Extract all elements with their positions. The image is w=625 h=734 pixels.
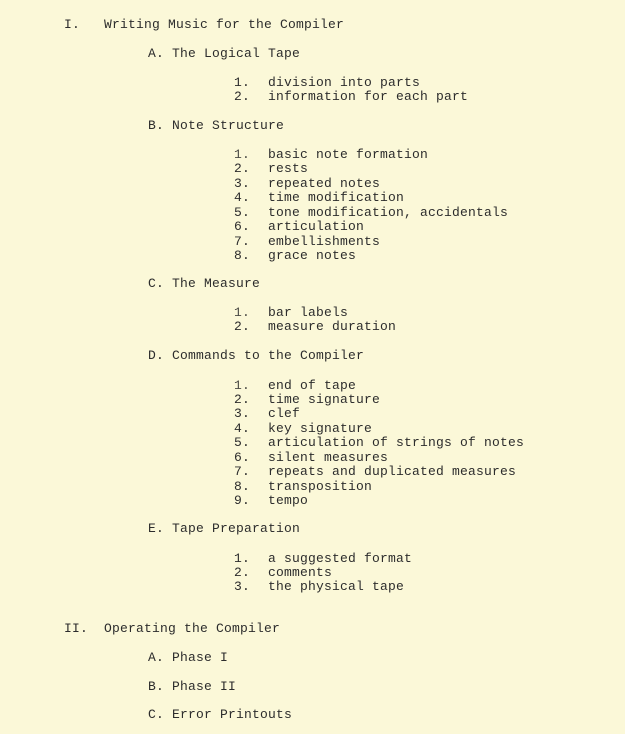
item-number: 2. — [234, 392, 251, 407]
section-heading: D. Commands to the Compiler — [148, 348, 365, 363]
item-text: comments — [268, 565, 333, 580]
item-number: 5. — [234, 205, 251, 220]
item-text: transposition — [268, 479, 373, 494]
item-number: 1. — [234, 551, 251, 566]
item-number: 3. — [234, 176, 251, 191]
item-number: 2. — [234, 319, 251, 334]
item-number: 9. — [234, 493, 251, 508]
item-text: grace notes — [268, 248, 357, 263]
section-heading: A. Phase I — [148, 650, 229, 665]
item-number: 1. — [234, 75, 251, 90]
item-number: 6. — [234, 450, 251, 465]
item-number: 5. — [234, 435, 251, 450]
item-text: a suggested format — [268, 551, 413, 566]
part-title: Writing Music for the Compiler — [104, 17, 345, 32]
section-heading: E. Tape Preparation — [148, 521, 301, 536]
part-title: Operating the Compiler — [104, 621, 281, 636]
item-text: time modification — [268, 190, 405, 205]
item-number: 3. — [234, 406, 251, 421]
item-number: 1. — [234, 305, 251, 320]
item-text: repeated notes — [268, 176, 381, 191]
item-text: division into parts — [268, 75, 421, 90]
item-number: 1. — [234, 147, 251, 162]
section-heading: B. Note Structure — [148, 118, 285, 133]
item-number: 4. — [234, 190, 251, 205]
item-text: key signature — [268, 421, 373, 436]
item-number: 4. — [234, 421, 251, 436]
item-number: 3. — [234, 579, 251, 594]
item-number: 7. — [234, 464, 251, 479]
part-numeral: II. — [64, 621, 89, 636]
item-number: 6. — [234, 219, 251, 234]
item-text: measure duration — [268, 319, 397, 334]
item-number: 1. — [234, 378, 251, 393]
item-number: 8. — [234, 248, 251, 263]
item-number: 8. — [234, 479, 251, 494]
item-number: 2. — [234, 161, 251, 176]
item-text: tempo — [268, 493, 309, 508]
item-text: the physical tape — [268, 579, 405, 594]
item-text: time signature — [268, 392, 381, 407]
item-number: 2. — [234, 89, 251, 104]
section-heading: B. Phase II — [148, 679, 237, 694]
item-number: 7. — [234, 234, 251, 249]
item-text: articulation of strings of notes — [268, 435, 525, 450]
item-number: 2. — [234, 565, 251, 580]
item-text: clef — [268, 406, 301, 421]
item-text: bar labels — [268, 305, 349, 320]
item-text: silent measures — [268, 450, 389, 465]
part-numeral: I. — [64, 17, 81, 32]
item-text: embellishments — [268, 234, 381, 249]
item-text: information for each part — [268, 89, 469, 104]
item-text: basic note formation — [268, 147, 429, 162]
section-heading: C. The Measure — [148, 276, 261, 291]
item-text: end of tape — [268, 378, 357, 393]
item-text: rests — [268, 161, 309, 176]
item-text: articulation — [268, 219, 365, 234]
item-text: tone modification, accidentals — [268, 205, 509, 220]
section-heading: C. Error Printouts — [148, 707, 293, 722]
section-heading: A. The Logical Tape — [148, 46, 301, 61]
item-text: repeats and duplicated measures — [268, 464, 517, 479]
